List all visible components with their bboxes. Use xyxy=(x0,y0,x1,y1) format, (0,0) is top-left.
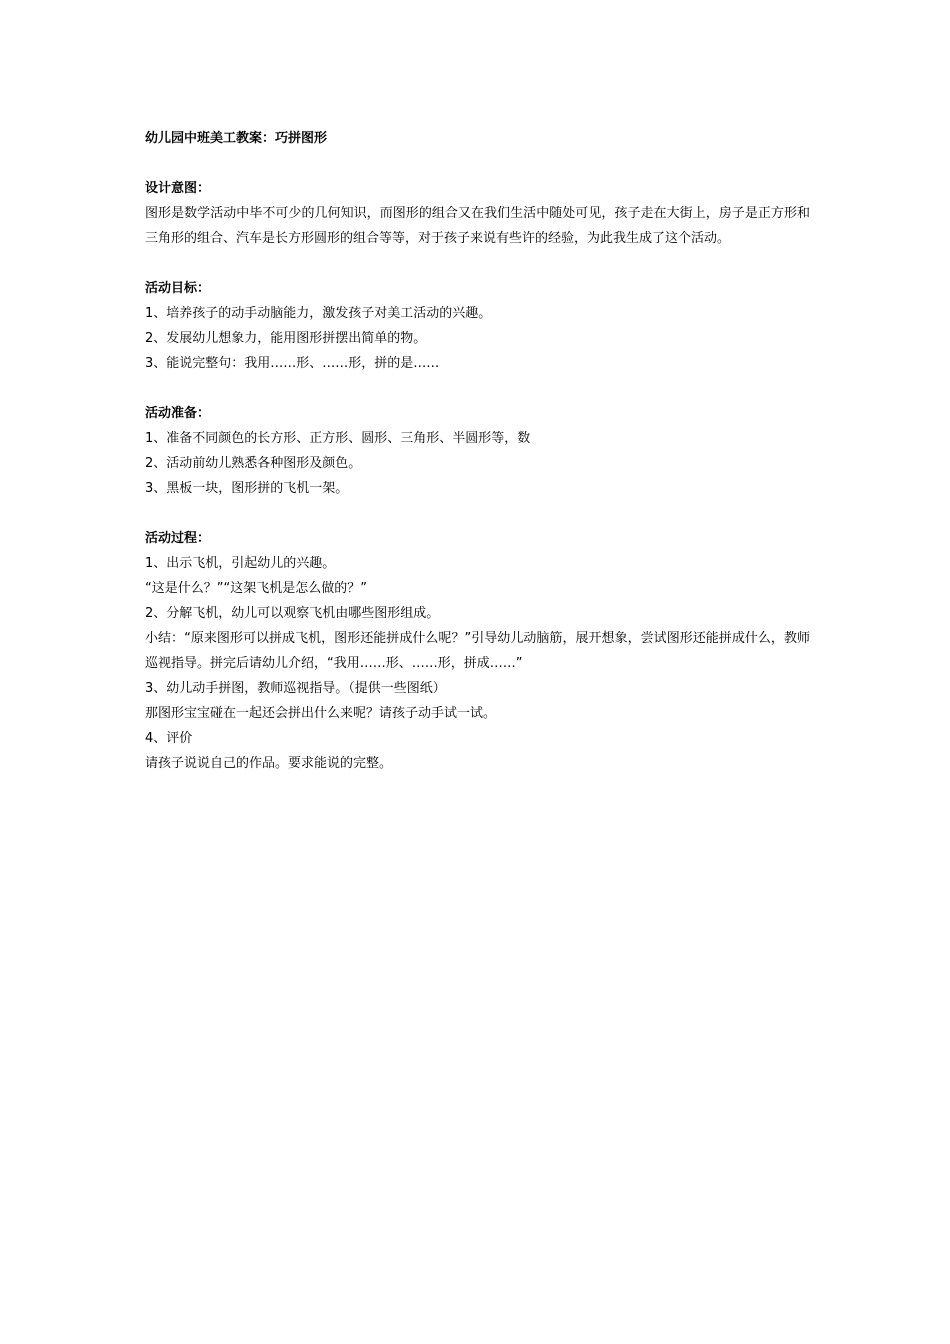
design-heading: 设计意图： xyxy=(145,181,211,196)
goal-item: 1、培养孩子的动手动脑能力，激发孩子对美工活动的兴趣。 xyxy=(145,306,492,321)
preparation-item: 2、活动前幼儿熟悉各种图形及颜色。 xyxy=(145,456,362,471)
goals-section xyxy=(145,276,810,376)
process-item: 1、出示飞机，引起幼儿的兴趣。 xyxy=(145,556,336,571)
process-item: 4、评价 xyxy=(145,731,193,746)
document-title: 幼儿园中班美工教案：巧拼图形 xyxy=(145,131,328,146)
goal-item: 3、能说完整句：我用……形、……形，拼的是…… xyxy=(145,356,440,371)
goals-heading: 活动目标： xyxy=(145,281,211,296)
document-page xyxy=(145,126,810,801)
process-item: 2、分解飞机，幼儿可以观察飞机由哪些图形组成。 xyxy=(145,606,440,621)
process-summary: 小结：“原来图形可以拼成飞机，图形还能拼成什么呢？”引导幼儿动脑筋，展开想象，尝试图形还能拼成什么，教师巡视指导。拼完后请幼儿介绍，“我用……形、……形，拼成……” xyxy=(145,631,810,671)
process-item: 请孩子说说自己的作品。要求能说的完整。 xyxy=(145,756,393,771)
process-item: 3、幼儿动手拼图，教师巡视指导。（提供一些图纸） xyxy=(145,681,446,696)
preparation-item: 1、准备不同颜色的长方形、正方形、圆形、三角形、半圆形等，数 xyxy=(145,431,531,446)
process-item: 那图形宝宝碰在一起还会拼出什么来呢？请孩子动手试一试。 xyxy=(145,706,497,721)
design-paragraph: 图形是数学活动中毕不可少的几何知识，而图形的组合又在我们生活中随处可见，孩子走在大街上，房子是正方形和三角形的组合、汽车是长方形圆形的组合等等，对于孩子来说有些许的经验，为此我生成了这个活动。 xyxy=(145,206,810,246)
preparation-item: 3、黑板一块，图形拼的飞机一架。 xyxy=(145,481,349,496)
design-section xyxy=(145,176,810,251)
goal-item: 2、发展幼儿想象力，能用图形拼摆出简单的物。 xyxy=(145,331,427,346)
process-item: “这是什么？”“这架飞机是怎么做的？” xyxy=(145,581,367,596)
preparation-section xyxy=(145,401,810,501)
preparation-heading: 活动准备： xyxy=(145,406,211,421)
process-section xyxy=(145,526,810,776)
process-heading: 活动过程： xyxy=(145,531,211,546)
